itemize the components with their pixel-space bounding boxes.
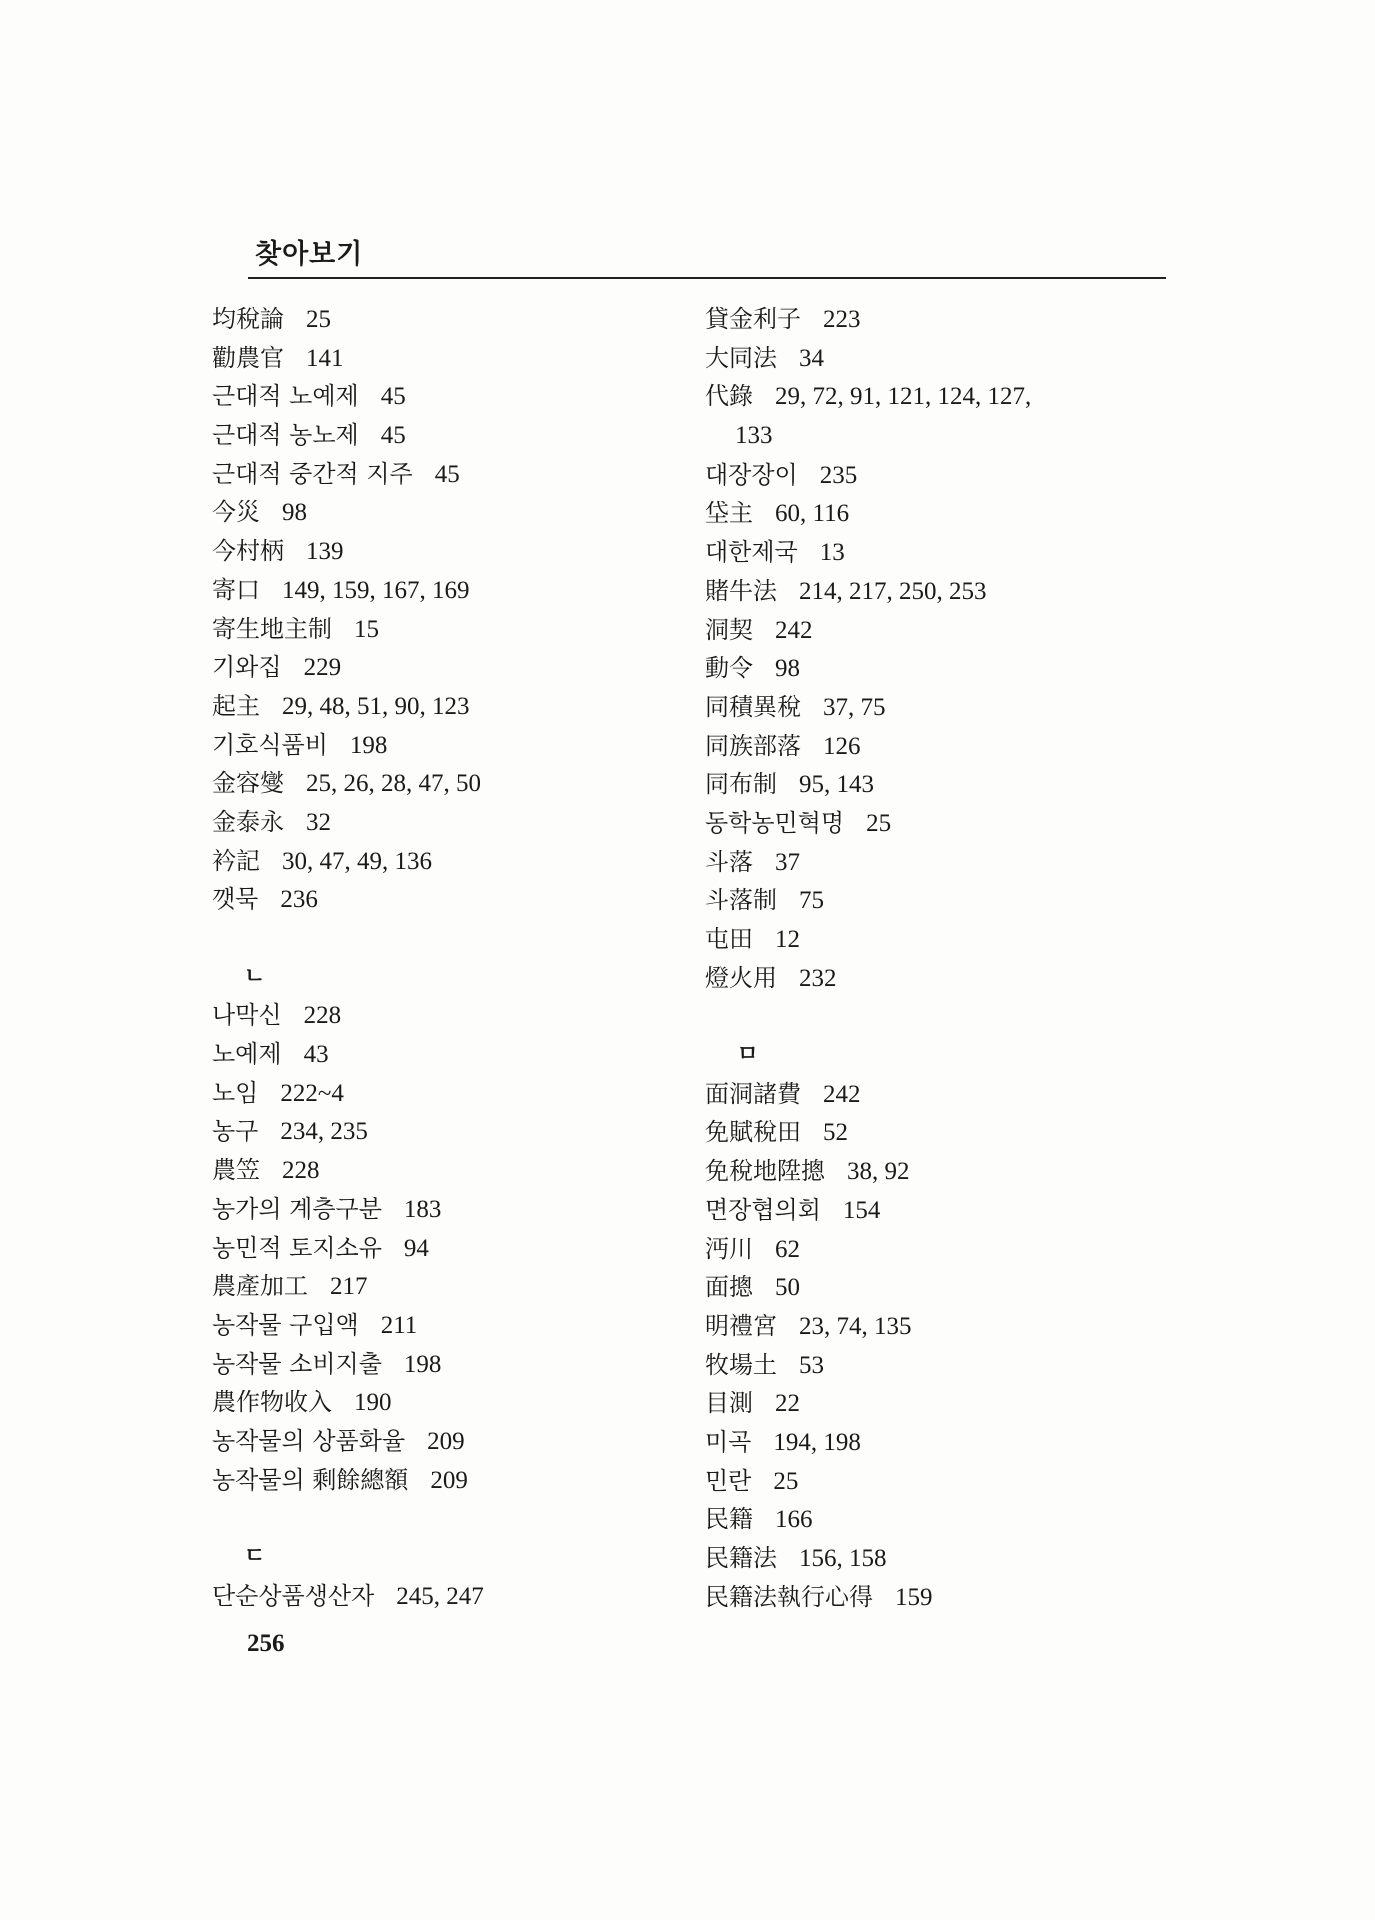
index-term: 動令 (705, 654, 753, 683)
index-entry (705, 649, 1175, 688)
index-entry (705, 1578, 1175, 1617)
index-entry (705, 572, 1175, 611)
index-pages: 232 (799, 964, 837, 992)
index-entry (212, 764, 692, 803)
index-pages: 236 (280, 886, 318, 914)
index-pages: 45 (434, 460, 460, 488)
index-entry (705, 533, 1175, 572)
index-term: 대한제국 (705, 538, 798, 567)
index-column-left (212, 300, 692, 1615)
index-term: 단순상품생산자 (212, 1581, 375, 1610)
index-pages: 149, 159, 167, 169 (282, 576, 470, 604)
index-pages: 37, 75 (823, 693, 886, 721)
index-pages: 50 (775, 1274, 800, 1302)
index-pages: 217 (330, 1273, 368, 1301)
index-term: 농작물의 剩餘總額 (212, 1465, 409, 1494)
index-entry (212, 377, 692, 416)
index-term: 同布制 (705, 770, 777, 799)
index-pages: 32 (306, 808, 331, 836)
index-entry (705, 688, 1175, 727)
index-term: 面洞諸費 (705, 1079, 801, 1108)
index-term: 미곡 (705, 1427, 752, 1456)
index-entry (212, 1577, 692, 1616)
index-pages: 25 (306, 306, 331, 333)
index-term: 代錄 (705, 382, 753, 411)
index-pages: 38, 92 (847, 1158, 910, 1186)
index-term: 大同法 (705, 343, 777, 372)
index-term: 농구 (212, 1117, 259, 1146)
index-term: 起主 (212, 691, 260, 720)
index-term: 面摠 (705, 1273, 753, 1302)
index-entry (705, 1113, 1175, 1152)
index-pages: 141 (306, 344, 344, 372)
index-pages: 222~4 (280, 1079, 344, 1107)
index-term: 沔川 (705, 1234, 753, 1263)
section-heading: ㄷ (244, 1544, 266, 1569)
index-pages: 242 (775, 616, 813, 644)
index-entry (212, 532, 692, 571)
index-term: 農笠 (212, 1156, 260, 1185)
group-gap (212, 1499, 692, 1538)
index-term: 衿記 (212, 846, 260, 875)
index-term: 노임 (212, 1078, 259, 1107)
index-term: 기와집 (212, 653, 282, 682)
header-rule (248, 277, 1166, 279)
index-entry (212, 493, 692, 532)
index-pages: 45 (380, 383, 406, 411)
index-entry (212, 416, 692, 455)
index-group (705, 1075, 1175, 1617)
index-entry (705, 1539, 1175, 1578)
index-term: 斗落制 (705, 886, 777, 915)
index-entry (705, 611, 1175, 650)
index-pages: 60, 116 (775, 500, 850, 528)
index-term: 民籍法執行心得 (705, 1582, 873, 1611)
index-entry (212, 648, 692, 687)
index-pages: 62 (775, 1235, 800, 1263)
index-term: 근대적 중간적 지주 (212, 459, 413, 488)
index-entry (212, 1306, 692, 1345)
section-heading: ㄴ (244, 963, 266, 989)
index-entry (212, 1461, 692, 1500)
index-term: 農產加工 (212, 1272, 308, 1301)
index-entry (212, 1112, 692, 1151)
index-entry (212, 880, 692, 919)
index-entry (705, 959, 1175, 998)
index-pages: 52 (823, 1119, 848, 1147)
index-entry (705, 804, 1175, 843)
index-term: 免賦稅田 (705, 1118, 801, 1147)
index-entry (212, 1074, 692, 1113)
index-entry (705, 456, 1175, 495)
index-term: 屯田 (705, 925, 753, 954)
index-pages: 37 (775, 848, 800, 876)
index-pages: 45 (380, 422, 406, 450)
index-entry (705, 1423, 1175, 1462)
index-pages: 98 (775, 655, 800, 683)
index-pages: 126 (823, 732, 861, 760)
index-pages: 234, 235 (280, 1118, 368, 1146)
index-term: 金容燮 (212, 769, 284, 798)
index-entry (705, 1152, 1175, 1191)
index-entry (705, 1462, 1175, 1501)
index-entry (705, 727, 1175, 766)
index-pages: 159 (895, 1583, 933, 1611)
index-pages: 23, 74, 135 (799, 1312, 912, 1340)
index-entry (212, 1345, 692, 1384)
index-pages: 198 (403, 1350, 442, 1378)
index-entry (705, 1500, 1175, 1539)
index-entry (212, 1151, 692, 1190)
index-term: 目測 (705, 1389, 753, 1418)
index-entry (212, 1229, 692, 1268)
index-term: 免稅地陞摠 (705, 1157, 825, 1186)
index-pages: 209 (430, 1466, 468, 1494)
index-pages: 223 (823, 306, 861, 333)
index-pages-continued: 133 (735, 422, 773, 450)
index-entry (212, 571, 692, 610)
index-term: 기호식품비 (212, 730, 328, 759)
index-term: 民籍 (705, 1505, 753, 1534)
index-pages: 166 (775, 1506, 813, 1534)
section-heading: ㅁ (737, 1042, 759, 1068)
index-pages: 30, 47, 49, 136 (282, 847, 432, 875)
index-entry (705, 920, 1175, 959)
index-group (212, 996, 692, 1499)
index-term: 근대적 농노제 (212, 421, 359, 450)
index-term: 垈主 (705, 499, 753, 528)
group-gap (705, 997, 1175, 1036)
index-term: 寄口 (212, 575, 260, 604)
index-entry (705, 494, 1175, 533)
index-term: 斗落 (705, 847, 753, 876)
index-term: 賭牛法 (705, 576, 777, 605)
index-pages: 15 (354, 615, 379, 643)
index-term: 明禮宮 (705, 1311, 777, 1340)
index-entry (705, 300, 1175, 339)
index-entry (705, 377, 1175, 455)
index-term: 깻묵 (212, 885, 259, 914)
index-term: 貸金利子 (705, 305, 801, 333)
index-pages: 12 (775, 926, 800, 954)
index-entry (212, 1190, 692, 1229)
index-pages: 214, 217, 250, 253 (799, 577, 987, 605)
index-entry (212, 842, 692, 881)
index-group (212, 300, 692, 919)
index-entry (212, 1035, 692, 1074)
index-entry (212, 1267, 692, 1306)
index-entry (212, 610, 692, 649)
index-pages: 98 (282, 499, 307, 527)
index-term: 燈火用 (705, 963, 777, 992)
index-term: 今村柄 (212, 537, 284, 566)
index-entry (705, 1191, 1175, 1230)
index-entry (705, 1307, 1175, 1346)
index-entry (705, 1384, 1175, 1423)
index-entry (705, 339, 1175, 378)
index-term: 면장협의회 (705, 1195, 821, 1224)
index-pages: 29, 72, 91, 121, 124, 127, (775, 383, 1032, 411)
index-term: 民籍法 (705, 1544, 777, 1573)
index-pages: 156, 158 (799, 1545, 887, 1573)
index-term: 均稅論 (212, 305, 284, 333)
index-pages: 34 (799, 344, 824, 372)
index-pages: 53 (799, 1351, 824, 1379)
index-pages: 183 (403, 1195, 442, 1223)
index-term: 農作物收入 (212, 1388, 332, 1417)
index-pages: 13 (819, 539, 845, 567)
index-pages: 154 (842, 1196, 881, 1224)
index-entry (212, 996, 692, 1035)
index-term: 노예제 (212, 1040, 282, 1069)
index-term: 농작물 소비지출 (212, 1349, 382, 1378)
index-column-right (705, 300, 1175, 1616)
index-entry (212, 803, 692, 842)
index-term: 농작물의 상품화율 (212, 1426, 406, 1455)
index-term: 金泰永 (212, 807, 284, 836)
index-term: 洞契 (705, 615, 753, 644)
index-term: 동학농민혁명 (705, 808, 845, 837)
index-entry (705, 765, 1175, 804)
index-entry (705, 1075, 1175, 1114)
index-pages: 139 (306, 538, 344, 566)
index-pages: 242 (823, 1080, 861, 1108)
index-pages: 75 (799, 887, 824, 915)
index-entry (705, 843, 1175, 882)
index-entry (705, 1346, 1175, 1385)
index-pages: 211 (380, 1311, 418, 1339)
index-term: 대장장이 (705, 460, 798, 489)
index-term: 나막신 (212, 1001, 282, 1030)
index-group (212, 1577, 692, 1616)
group-gap (212, 919, 692, 958)
index-term: 勸農官 (212, 343, 284, 372)
index-entry (212, 339, 692, 378)
index-pages: 235 (819, 461, 858, 489)
index-pages: 228 (282, 1157, 320, 1185)
index-term: 농작물 구입액 (212, 1310, 359, 1339)
index-pages: 228 (303, 1002, 342, 1030)
index-pages: 198 (349, 731, 388, 759)
index-entry (212, 1383, 692, 1422)
index-pages: 94 (403, 1234, 429, 1262)
index-term: 농민적 토지소유 (212, 1233, 382, 1262)
index-pages: 190 (354, 1389, 392, 1417)
index-term: 同積異稅 (705, 692, 801, 721)
index-pages: 209 (427, 1427, 465, 1455)
index-term: 同族部落 (705, 731, 801, 760)
index-term: 寄生地主制 (212, 614, 332, 643)
index-pages: 29, 48, 51, 90, 123 (282, 692, 470, 720)
page-number: 256 (247, 1630, 285, 1657)
index-entry (705, 881, 1175, 920)
index-term: 牧場土 (705, 1350, 777, 1379)
index-entry (212, 1422, 692, 1461)
index-pages: 25 (773, 1467, 799, 1495)
index-pages: 22 (775, 1390, 800, 1418)
index-entry (705, 1230, 1175, 1269)
index-pages: 43 (303, 1041, 329, 1069)
index-entry (212, 687, 692, 726)
index-pages: 245, 247 (396, 1582, 484, 1610)
index-term: 근대적 노예제 (212, 382, 359, 411)
index-term: 민란 (705, 1466, 752, 1495)
index-pages: 25 (866, 809, 892, 837)
index-term: 今災 (212, 498, 260, 527)
index-pages: 95, 143 (799, 771, 874, 799)
index-pages: 194, 198 (773, 1428, 861, 1456)
index-pages: 229 (303, 654, 342, 682)
index-entry (705, 1268, 1175, 1307)
page-header-title: 찾아보기 (255, 239, 364, 270)
index-group (705, 300, 1175, 997)
index-entry (212, 726, 692, 765)
index-entry (212, 455, 692, 494)
index-pages: 25, 26, 28, 47, 50 (306, 770, 481, 798)
index-term: 농가의 계층구분 (212, 1194, 382, 1223)
index-entry (212, 300, 692, 339)
